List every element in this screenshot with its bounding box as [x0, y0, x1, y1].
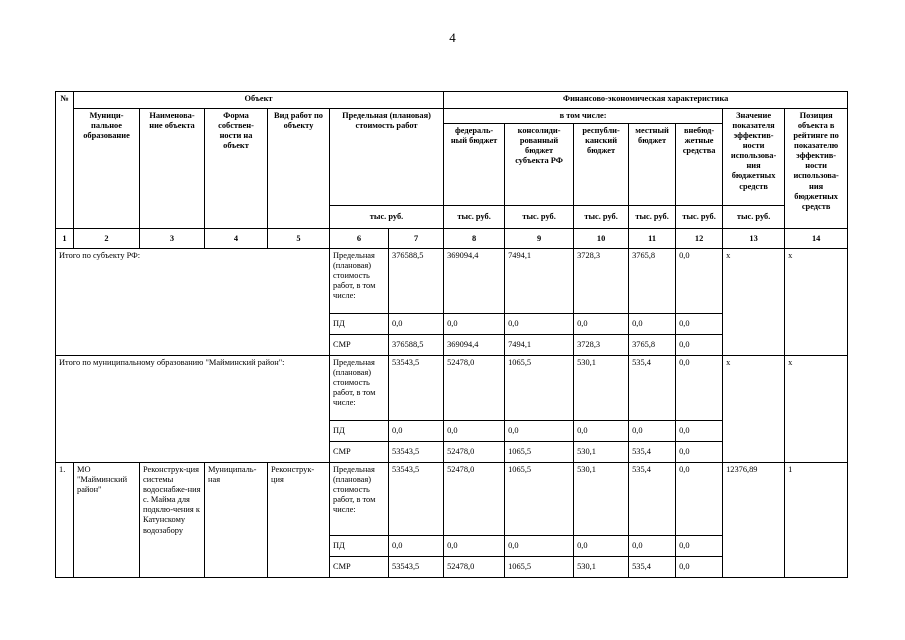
header-including: в том числе: — [444, 109, 723, 124]
object-work-type: Реконструк-ция — [268, 463, 330, 578]
unit-cell: тыс. руб. — [629, 206, 676, 229]
value-cell: 0,0 — [505, 314, 574, 335]
value-cell: 0,0 — [676, 356, 723, 421]
object-ownership: Муниципаль-ная — [205, 463, 268, 578]
row-label: ПД — [330, 536, 389, 557]
rating-value: 1 — [785, 463, 848, 578]
value-cell: 0,0 — [676, 536, 723, 557]
value-cell: 0,0 — [574, 421, 629, 442]
unit-cell: тыс. руб. — [505, 206, 574, 229]
value-cell: 0,0 — [444, 536, 505, 557]
value-cell: 0,0 — [676, 442, 723, 463]
header-republic: республи-канский бюджет — [574, 124, 629, 206]
section-title: Итого по субъекту РФ: — [56, 249, 330, 356]
rating-value: x — [785, 249, 848, 356]
row-label: СМР — [330, 335, 389, 356]
column-numbers-row — [56, 229, 848, 249]
value-cell: 0,0 — [629, 314, 676, 335]
unit-cell: тыс. руб. — [676, 206, 723, 229]
value-cell: 530,1 — [574, 356, 629, 421]
value-cell: 535,4 — [629, 463, 676, 536]
col-number: 8 — [444, 229, 505, 249]
value-cell: 1065,5 — [505, 442, 574, 463]
value-cell: 52478,0 — [444, 557, 505, 578]
value-cell: 52478,0 — [444, 356, 505, 421]
col-number: 2 — [74, 229, 140, 249]
efficiency-value: 12376,89 — [723, 463, 785, 578]
value-cell: 0,0 — [574, 314, 629, 335]
row-label: ПД — [330, 421, 389, 442]
header-row-1 — [56, 92, 848, 109]
table-row — [56, 463, 848, 536]
value-cell: 1065,5 — [505, 557, 574, 578]
table-row — [56, 356, 848, 421]
value-cell: 0,0 — [444, 421, 505, 442]
header-object-name: Наименова-ние объекта — [140, 109, 205, 229]
value-cell: 7494,1 — [505, 249, 574, 314]
value-cell: 0,0 — [505, 536, 574, 557]
value-cell: 530,1 — [574, 463, 629, 536]
header-consolidated: консолиди-рованный бюджет субъекта РФ — [505, 124, 574, 206]
unit-cell: тыс. руб. — [574, 206, 629, 229]
row-label: Предельная (плановая) стоимость работ, в том числе: — [330, 249, 389, 314]
col-number: 9 — [505, 229, 574, 249]
col-number: 1 — [56, 229, 74, 249]
object-number: 1. — [56, 463, 74, 578]
value-cell: 53543,5 — [389, 442, 444, 463]
header-row-2 — [56, 109, 848, 124]
page-number: 4 — [449, 30, 456, 45]
value-cell: 535,4 — [629, 442, 676, 463]
value-cell: 3765,8 — [629, 249, 676, 314]
header-efficiency: Значение показателя эффектив-ности использова-ния бюджетных средств — [723, 109, 785, 206]
col-number: 13 — [723, 229, 785, 249]
header-ownership: Форма собствен-ности на объект — [205, 109, 268, 229]
value-cell: 0,0 — [389, 421, 444, 442]
rating-value: x — [785, 356, 848, 463]
value-cell: 0,0 — [676, 421, 723, 442]
value-cell: 530,1 — [574, 557, 629, 578]
col-number: 10 — [574, 229, 629, 249]
col-number: 14 — [785, 229, 848, 249]
value-cell: 53543,5 — [389, 356, 444, 421]
col-number: 4 — [205, 229, 268, 249]
value-cell: 3728,3 — [574, 249, 629, 314]
table-row — [56, 249, 848, 314]
row-label: СМР — [330, 442, 389, 463]
value-cell: 0,0 — [444, 314, 505, 335]
header-work-type: Вид работ по объекту — [268, 109, 330, 229]
row-label: СМР — [330, 557, 389, 578]
value-cell: 0,0 — [676, 557, 723, 578]
row-label: Предельная (плановая) стоимость работ, в том числе: — [330, 463, 389, 536]
value-cell: 0,0 — [676, 335, 723, 356]
value-cell: 0,0 — [629, 421, 676, 442]
value-cell: 0,0 — [505, 421, 574, 442]
value-cell: 1065,5 — [505, 463, 574, 536]
col-number: 12 — [676, 229, 723, 249]
value-cell: 369094,4 — [444, 249, 505, 314]
value-cell: 0,0 — [676, 249, 723, 314]
value-cell: 0,0 — [389, 314, 444, 335]
header-federal: федераль-ный бюджет — [444, 124, 505, 206]
value-cell: 1065,5 — [505, 356, 574, 421]
header-rating: Позиция объекта в рейтинге по показателю эффектив-ности использова-ния бюджетных средств — [785, 109, 848, 229]
efficiency-value: x — [723, 356, 785, 463]
value-cell: 535,4 — [629, 356, 676, 421]
header-no: № — [56, 92, 74, 229]
header-offbudget: внебюд-жетные средства — [676, 124, 723, 206]
value-cell: 535,4 — [629, 557, 676, 578]
section-title: Итого по муниципальному образованию "Майминский район": — [56, 356, 330, 463]
value-cell: 3728,3 — [574, 335, 629, 356]
col-number: 3 — [140, 229, 205, 249]
col-number: 5 — [268, 229, 330, 249]
col-number: 7 — [389, 229, 444, 249]
col-number: 6 — [330, 229, 389, 249]
value-cell: 52478,0 — [444, 442, 505, 463]
value-cell: 0,0 — [389, 536, 444, 557]
value-cell: 0,0 — [676, 463, 723, 536]
value-cell: 0,0 — [629, 536, 676, 557]
value-cell: 369094,4 — [444, 335, 505, 356]
header-max-cost: Предельная (плановая) стоимость работ — [330, 109, 444, 206]
value-cell: 0,0 — [574, 536, 629, 557]
object-name: Реконструк-ция системы водоснабже-ния с. Майма для подклю-чения к Катунскому водозабору — [140, 463, 205, 578]
value-cell: 53543,5 — [389, 557, 444, 578]
row-label: ПД — [330, 314, 389, 335]
unit-cell: тыс. руб. — [723, 206, 785, 229]
col-number: 11 — [629, 229, 676, 249]
efficiency-value: x — [723, 249, 785, 356]
value-cell: 376588,5 — [389, 335, 444, 356]
value-cell: 376588,5 — [389, 249, 444, 314]
unit-cell: тыс. руб. — [444, 206, 505, 229]
header-local: местный бюджет — [629, 124, 676, 206]
header-object: Объект — [74, 92, 444, 109]
value-cell: 0,0 — [676, 314, 723, 335]
value-cell: 3765,8 — [629, 335, 676, 356]
header-municipal: Муници-пальное образование — [74, 109, 140, 229]
value-cell: 53543,5 — [389, 463, 444, 536]
object-municipal: МО "Майминский район" — [74, 463, 140, 578]
object-rating-table — [55, 91, 848, 578]
value-cell: 530,1 — [574, 442, 629, 463]
row-label: Предельная (плановая) стоимость работ, в том числе: — [330, 356, 389, 421]
value-cell: 52478,0 — [444, 463, 505, 536]
value-cell: 7494,1 — [505, 335, 574, 356]
unit-cell: тыс. руб. — [330, 206, 444, 229]
header-finance: Финансово-экономическая характеристика — [444, 92, 848, 109]
